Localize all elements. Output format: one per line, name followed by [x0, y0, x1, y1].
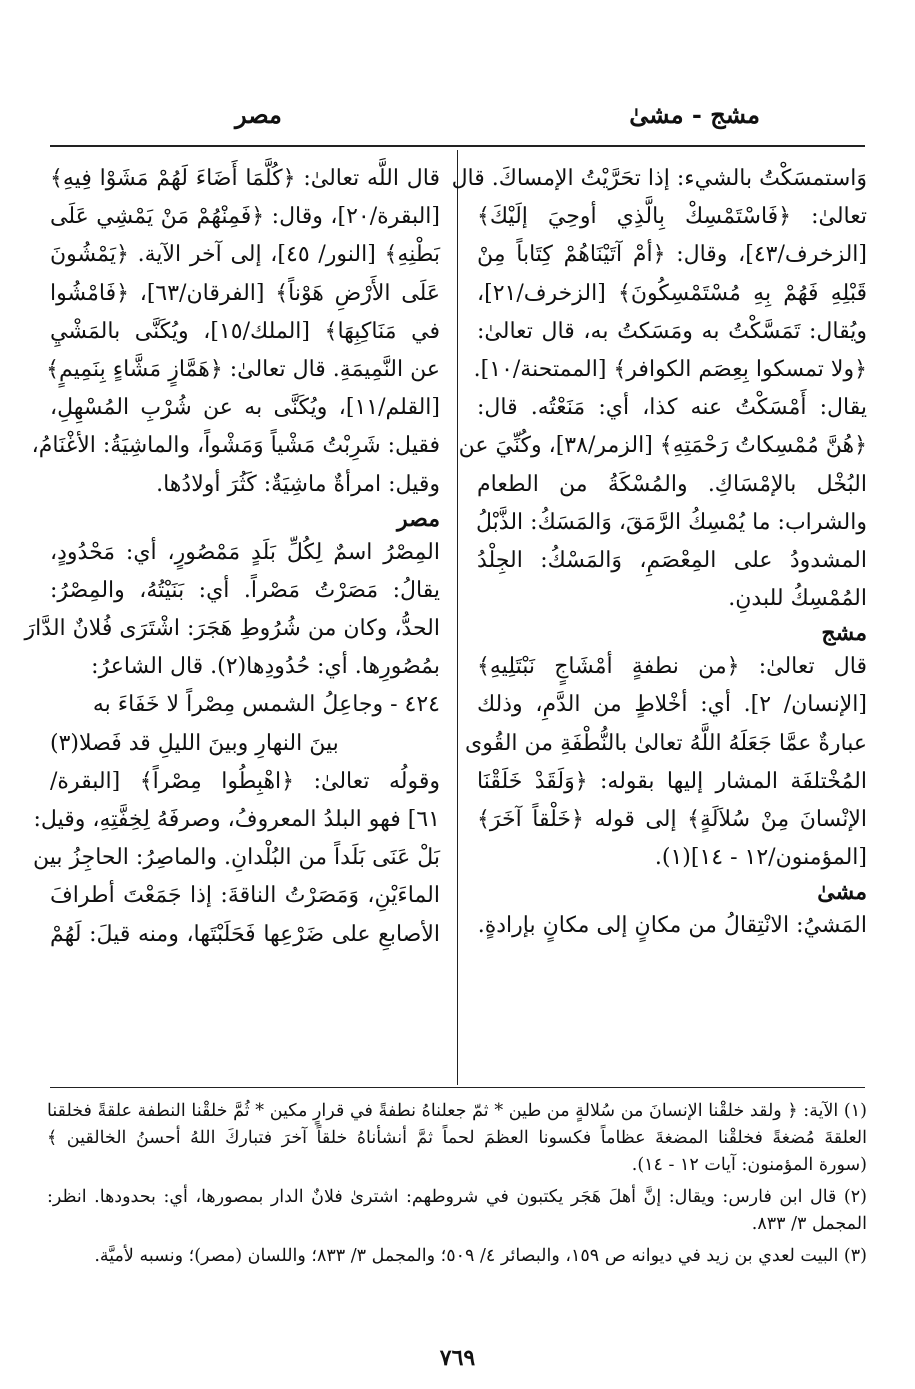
footnote-line: (١) الآية: ﴿ ولقد خلقْنا الإنسانَ من سُلالةٍ من طين * ثمّ جعلناهُ نطفةً في قرارٍ مكين * ثُمَّ خلقْنا النطفة علقةً فخلقنا [47, 1101, 867, 1121]
left-column [24, 160, 441, 954]
text-line: وقيل: امرأةٌ ماشِيَةٌ: كَثُرَ أولادُها. [156, 471, 440, 497]
text-line: [المؤمنون/١٢ - ١٤](١). [654, 845, 867, 871]
text-line: يقالُ: مَصَرْتُ مَصْراً. أي: بَنَيْتُهُ، والمِصْرُ: [50, 577, 440, 603]
text-line: [الزخرف/٤٣]، وقال: ﴿أمْ آتَيْنَاهُمْ كِتَاباً مِنْ [477, 242, 867, 268]
text-line: [البقرة/٢٠]، وقال: ﴿فَمِنْهُمْ مَنْ يَمْشِي عَلَى [50, 204, 440, 230]
footnote-2 [47, 1184, 867, 1238]
text-line: الإنْسانَ مِنْ سُلاَلَةٍ﴾ إلى قوله ﴿خَلْقاً آخَرَ﴾ [477, 807, 867, 832]
entry-heading-mashy: مشىٰ [817, 879, 867, 906]
footnote-3 [47, 1243, 867, 1270]
text-line: يقال: أَمْسَكْتُ عنه كذا، أي: مَنَعْتُه. قال: [477, 395, 867, 421]
text-line: بمُصُورِها. أي: حُدُودِها(٢). قال الشاعرُ: [91, 654, 440, 680]
text-line: تعالىٰ: ﴿فَاسْتَمْسِكْ بِالَّذِي أوحِيَ إلَيْكَ﴾ [477, 204, 867, 230]
footnote-line: العلقةَ مُضغةً فخلقْنا المضغةَ عظاماً فكسونا العظمَ لحماً ثمَّ أنشأناهُ خلقاً آخرَ فتباركَ اللهُ أحسنُ الخالقين ﴾ [47, 1128, 867, 1148]
text-line: الحدُّ، وكان من شُرُوطِ هَجَرَ: اشْتَرَى فُلانٌ الدَّارَ [24, 616, 440, 642]
footnote-line: المجمل ٣/ ٨٣٣. [751, 1214, 867, 1234]
text-line: عَلَى الأَرْضِ هَوْناً﴾ [الفرقان/٦٣]، ﴿فَامْشُوا [50, 280, 440, 306]
footnote-1 [47, 1098, 867, 1179]
text-line: عبارةٌ عمَّا جَعَلَهُ اللَّهُ تعالىٰ بالنُّطْفَةِ من القُوى [465, 730, 867, 756]
poem-verse-1: ٤٢٤ - وجاعِلُ الشمس مِصْراً لا خَفَاءَ به [92, 692, 440, 718]
text-line: المشدودُ على المِعْصَمِ، وَالمَسْكُ: الجِلْدُ [477, 547, 867, 573]
text-line: في مَنَاكِبِهَا﴾ [الملك/١٥]، ويُكَنَّى بالمَشْيِ [50, 318, 440, 344]
text-line: ٦١] فهو البلدُ المعروفُ، وصرفَهُ لِخِفَّتِهِ، وقيل: [33, 807, 440, 832]
footnotes [47, 1098, 867, 1275]
text-line: قال تعالىٰ: ﴿من نطفةٍ أمْشَاجٍ نَبْتَلِيهِ﴾ [477, 654, 867, 680]
entry-heading-mashj: مشج [821, 620, 867, 647]
column-divider [457, 150, 458, 1085]
text-line: ﴿ولا تمسكوا بِعِصَم الكوافر﴾ [الممتحنة/١٠]. [473, 356, 867, 382]
text-line: عن النَّمِيمَةِ. قال تعالىٰ: ﴿هَمَّازٍ مَشَّاءٍ بِنَمِيمٍ﴾ [46, 356, 440, 382]
text-line: ﴿هُنَّ مُمْسِكاتُ رَحْمَتِهِ﴾ [الزمر/٣٨]، وكُنِّيَ عن [458, 433, 867, 459]
entry-heading-misr: مصر [396, 505, 440, 532]
text-line: [القلم/١١]، ويُكَنَّى به عن شُرْبِ المُسْهِلِ، [50, 395, 440, 421]
text-line: المِصْرُ اسمٌ لِكُلِّ بَلَدٍ مَمْصُورٍ، أي: مَحْدُودٍ، [50, 539, 440, 565]
text-line: قال اللَّه تعالىٰ: ﴿كُلَّمَا أَضَاءَ لَهُمْ مَشَوْا فِيهِ﴾ [50, 166, 440, 191]
footnote-line: (٣) البيت لعدي بن زيد في ديوانه ص ١٥٩، والبصائر ٤/ ٥٠٩؛ والمجمل ٣/ ٨٣٣؛ واللسان (مصر)؛ ونسبه لأميَّة. [94, 1246, 867, 1266]
text-line: المَشيُ: الانْتِقالُ من مكانٍ إلى مكانٍ بإرادةٍ. [477, 913, 867, 939]
text-line: ويُقال: تَمَسَّكْتُ به ومَسَكتُ به، قال تعالىٰ: [477, 318, 867, 344]
text-line: [الإنسان/ ٢]. أي: أخْلاطٍ من الدَّمِ، وذلك [477, 692, 867, 718]
footnote-line: (٢) قال ابن فارس: ويقال: إنَّ أهلَ هَجَر يكتبون في شروطهم: اشترىٰ فلانٌ الدار بمصورها، أي: بحدودها. انظر: [47, 1187, 867, 1207]
poem-verse-2: بينَ النهارِ وبينَ الليلِ قد فَصلا(٣) [50, 730, 339, 756]
running-header-right: مشج - مشىٰ [629, 100, 760, 129]
text-line: المُمْسِكُ للبدنِ. [728, 586, 867, 612]
text-line: والشراب: ما يُمْسِكُ الرَّمَقَ، وَالمَسَكُ: الذَّبْلُ [476, 509, 867, 535]
footnote-line: (سورة المؤمنون: آيات ١٢ - ١٤). [631, 1155, 867, 1175]
right-column [451, 160, 867, 946]
text-line: المُخْتلفَة المشار إليها بقوله: ﴿وَلَقَدْ خَلَقْنَا [477, 768, 867, 794]
page-number: ٧٦٩ [439, 1345, 476, 1371]
text-line: الأصابعِ على ضَرْعِها فَحَلَبْتَها، ومنه قيلَ: لَهُمْ [50, 921, 440, 947]
text-line: الماءَيْنِ، وَمَصَرْتُ الناقةَ: إذا جَمَعْتَ أطرافَ [50, 883, 440, 909]
text-line: وَاستمسَكْتُ بالشيء: إذا تحَرَّيْتُ الإمساكَ. قال [451, 166, 867, 191]
footnote-rule [50, 1087, 865, 1088]
text-line: وقولُه تعالىٰ: ﴿اهْبِطُوا مِصْراً﴾ [البقرة/ [50, 768, 440, 794]
text-line: قَبْلِهِ فَهُمْ بِهِ مُسْتَمْسِكُونَ﴾ [الزخرف/٢١]، [477, 280, 867, 306]
text-line: فقيل: شَرِبْتُ مَشْياً وَمَشْواً، والماشِيَةُ: الأغْنَامُ، [31, 433, 440, 459]
text-line: بَلْ عَنَى بَلَداً من البُلْدانِ. والماصِرُ: الحاجِزُ بين [32, 845, 440, 871]
header-rule [50, 145, 865, 147]
text-line: بَطْنِهِ﴾ [النور/ ٤٥]، إلى آخر الآية. ﴿يَمْشُونَ [50, 242, 441, 268]
running-header-left: مصر [235, 100, 282, 129]
text-line: البُخْل بالإمْسَاكِ. والمُسْكَةُ من الطعام [477, 471, 867, 497]
